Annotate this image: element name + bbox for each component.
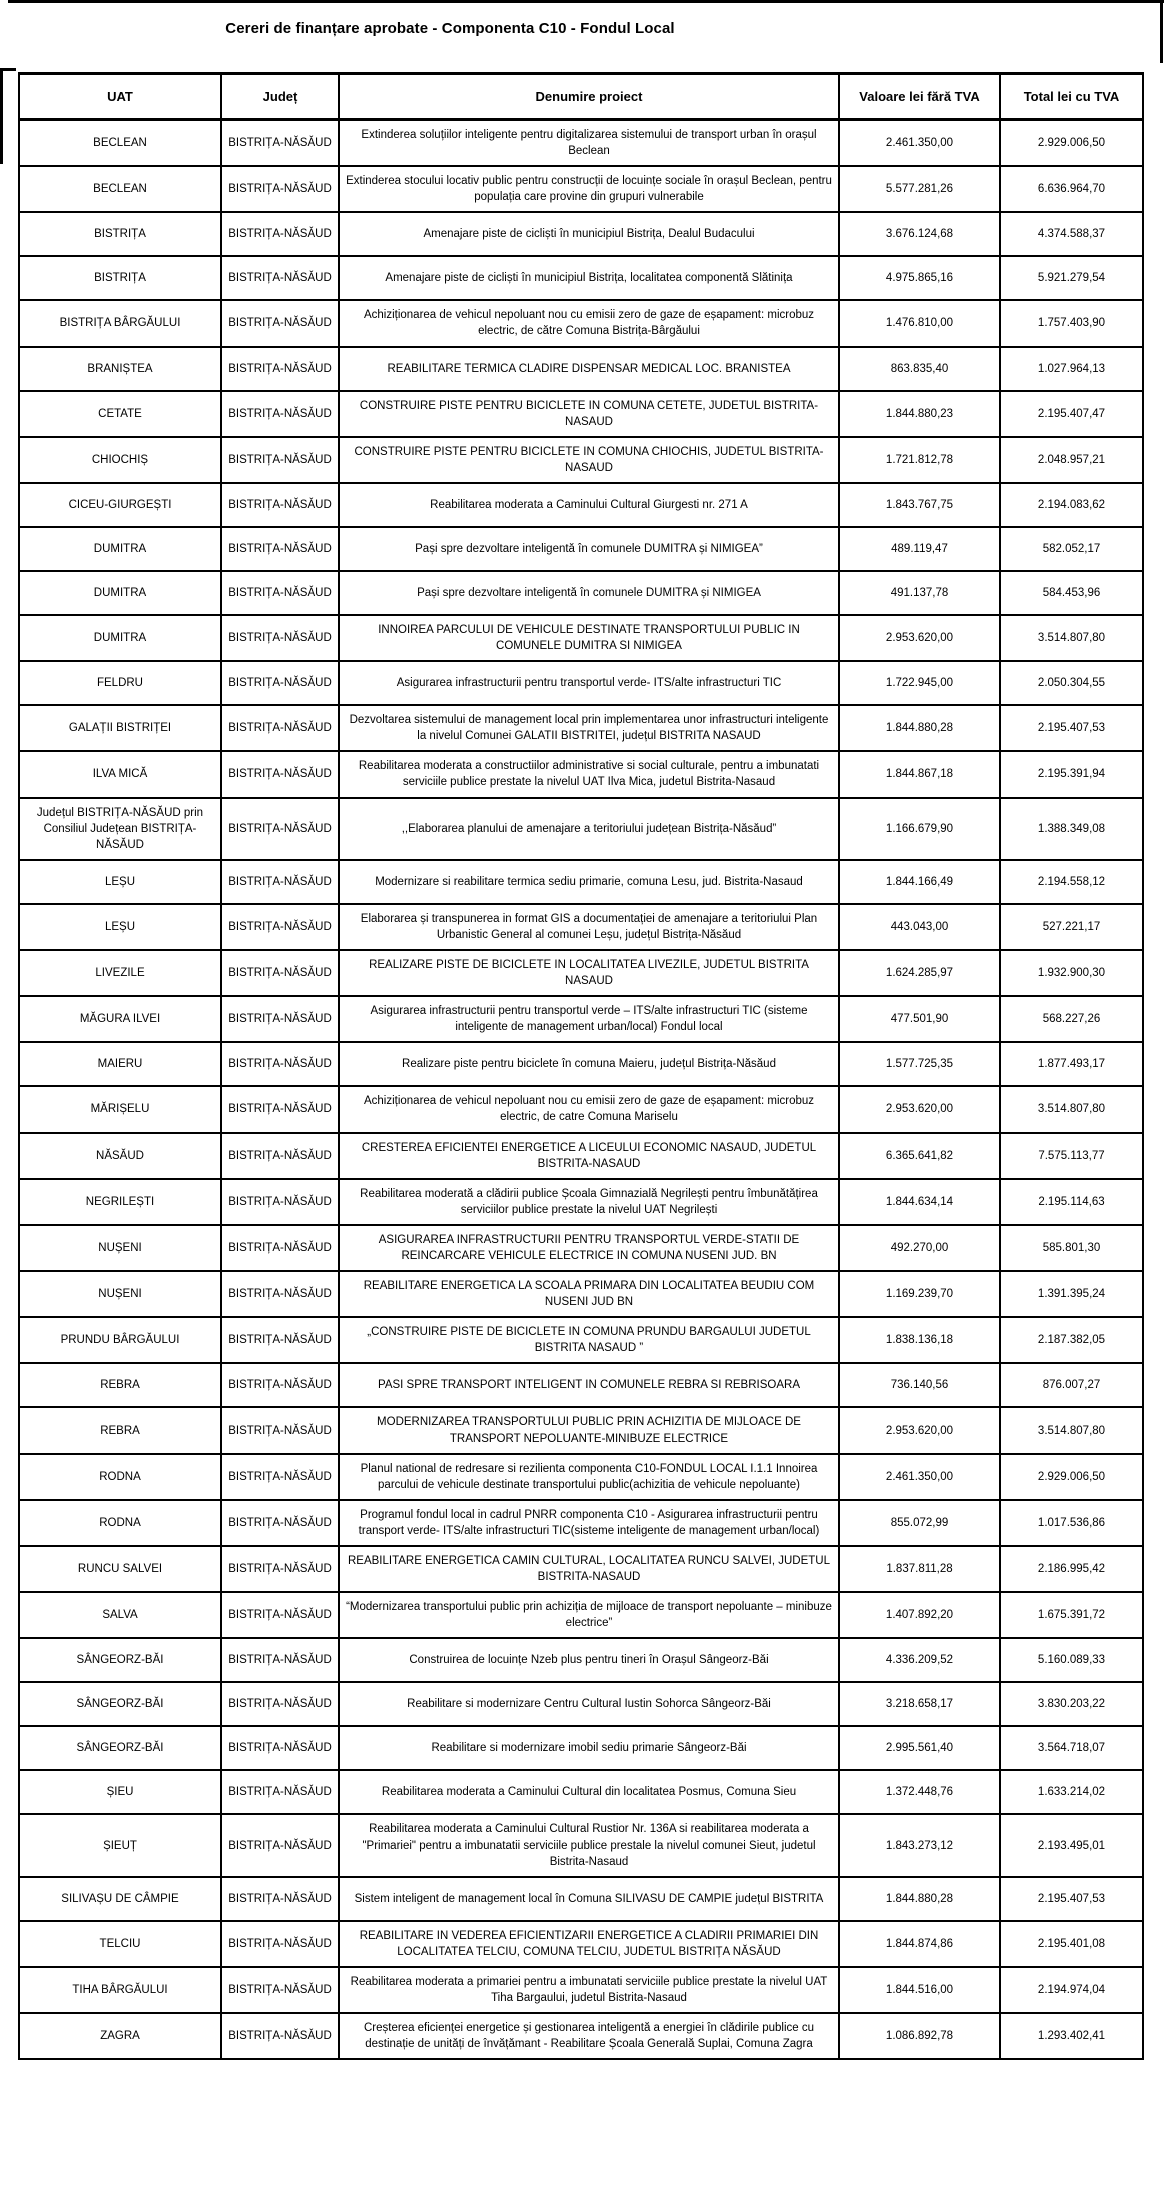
table-row: [19, 527, 1143, 571]
value-cell: 736.140,56: [839, 1363, 1000, 1407]
judet-cell: BISTRIȚA-NĂSĂUD: [221, 1407, 339, 1453]
judet-cell: BISTRIȚA-NĂSĂUD: [221, 1225, 339, 1271]
uat-cell: NEGRILEȘTI: [19, 1179, 221, 1225]
project-cell: ,,Elaborarea planului de amenajare a teritoriului județean Bistrița-Năsăud”: [339, 798, 839, 860]
project-cell: Dezvoltarea sistemului de management local prin implementarea unor infrastructuri inteligente la nivelul Comunei GALATII BISTRITEI, județul BISTRITA NASAUD: [339, 705, 839, 751]
uat-cell: CICEU-GIURGEȘTI: [19, 483, 221, 527]
project-cell: Achiziționarea de vehicul nepoluant nou cu emisii zero de gaze de eșapament: microbuz electric, de către Comuna Bistrița-Bârgăului: [339, 300, 839, 346]
total-cell: 876.007,27: [1000, 1363, 1143, 1407]
table-row: [19, 904, 1143, 950]
table-row: [19, 1086, 1143, 1132]
table-header: [19, 74, 1143, 120]
table-row: [19, 1921, 1143, 1967]
table-row: [19, 950, 1143, 996]
table-row: [19, 391, 1143, 437]
total-cell: 2.195.401,08: [1000, 1921, 1143, 1967]
judet-cell: BISTRIȚA-NĂSĂUD: [221, 166, 339, 212]
judet-cell: BISTRIȚA-NĂSĂUD: [221, 1592, 339, 1638]
table-row: [19, 256, 1143, 300]
value-cell: 477.501,90: [839, 996, 1000, 1042]
project-cell: Reabilitarea moderata a primariei pentru a imbunatati serviciile publice prestate la nivelul UAT Tiha Bargaului, judetul Bistrita-Nasaud: [339, 1967, 839, 2013]
uat-cell: ILVA MICĂ: [19, 751, 221, 797]
total-cell: 584.453,96: [1000, 571, 1143, 615]
total-cell: 2.193.495,01: [1000, 1814, 1143, 1876]
project-cell: Reabilitare si modernizare imobil sediu primarie Sângeorz-Băi: [339, 1726, 839, 1770]
total-cell: 2.929.006,50: [1000, 1454, 1143, 1500]
uat-cell: BRANIȘTEA: [19, 347, 221, 391]
project-cell: INNOIREA PARCULUI DE VEHICULE DESTINATE TRANSPORTULUI PUBLIC IN COMUNELE DUMITRA SI NIMIGEA: [339, 615, 839, 661]
uat-cell: BISTRIȚA: [19, 212, 221, 256]
total-cell: 3.514.807,80: [1000, 615, 1143, 661]
uat-cell: NUȘENI: [19, 1225, 221, 1271]
value-cell: 3.676.124,68: [839, 212, 1000, 256]
judet-cell: BISTRIȚA-NĂSĂUD: [221, 1638, 339, 1682]
total-cell: 2.195.391,94: [1000, 751, 1143, 797]
value-cell: 863.835,40: [839, 347, 1000, 391]
judet-cell: BISTRIȚA-NĂSĂUD: [221, 300, 339, 346]
value-cell: 492.270,00: [839, 1225, 1000, 1271]
uat-cell: BISTRIȚA BÂRGĂULUI: [19, 300, 221, 346]
table-row: [19, 300, 1143, 346]
page-frame-left-tick: [0, 68, 16, 71]
value-cell: 3.218.658,17: [839, 1682, 1000, 1726]
column-header-judet: Județ: [221, 74, 339, 120]
total-cell: 2.195.114,63: [1000, 1179, 1143, 1225]
project-cell: “Modernizarea transportului public prin achiziția de mijloace de transport nepoluante – minibuze electrice”: [339, 1592, 839, 1638]
total-cell: 582.052,17: [1000, 527, 1143, 571]
title-container: [0, 20, 900, 38]
uat-cell: ȘIEU: [19, 1770, 221, 1814]
project-cell: Programul fondul local in cadrul PNRR componenta C10 - Asigurarea infrastructurii pentru transport verde- ITS/alte infrastructuri TIC(sisteme inteligente de management urban/local): [339, 1500, 839, 1546]
total-cell: 2.194.558,12: [1000, 860, 1143, 904]
judet-cell: BISTRIȚA-NĂSĂUD: [221, 1546, 339, 1592]
total-cell: 2.194.974,04: [1000, 1967, 1143, 2013]
judet-cell: BISTRIȚA-NĂSĂUD: [221, 904, 339, 950]
table-row: [19, 1225, 1143, 1271]
table-row: [19, 166, 1143, 212]
page-title: Cereri de finanțare aprobate - Componenta C10 - Fondul Local: [225, 20, 675, 37]
uat-cell: MĂRIȘELU: [19, 1086, 221, 1132]
total-cell: 6.636.964,70: [1000, 166, 1143, 212]
table-row: [19, 347, 1143, 391]
value-cell: 1.577.725,35: [839, 1042, 1000, 1086]
judet-cell: BISTRIȚA-NĂSĂUD: [221, 705, 339, 751]
judet-cell: BISTRIȚA-NĂSĂUD: [221, 1682, 339, 1726]
table-body: [19, 120, 1143, 2060]
value-cell: 2.953.620,00: [839, 1086, 1000, 1132]
total-cell: 1.017.536,86: [1000, 1500, 1143, 1546]
page-frame-left-border: [0, 68, 3, 164]
project-cell: REABILITARE ENERGETICA CAMIN CULTURAL, LOCALITATEA RUNCU SALVEI, JUDETUL BISTRITA-NASAUD: [339, 1546, 839, 1592]
table-row: [19, 1133, 1143, 1179]
total-cell: 2.194.083,62: [1000, 483, 1143, 527]
uat-cell: BECLEAN: [19, 120, 221, 167]
column-header-total: Total lei cu TVA: [1000, 74, 1143, 120]
project-cell: Sistem inteligent de management local în Comuna SILIVASU DE CAMPIE județul BISTRITA: [339, 1877, 839, 1921]
table-row: [19, 1814, 1143, 1876]
total-cell: 3.564.718,07: [1000, 1726, 1143, 1770]
project-cell: Reabilitarea moderată a clădirii publice Școala Gimnazială Negrilești pentru îmbunătățirea serviciilor publice prestate la nivelul UAT Negrilești: [339, 1179, 839, 1225]
project-cell: Achiziționarea de vehicul nepoluant nou cu emisii zero de gaze de eșapament: microbuz electric, de catre Comuna Mariselu: [339, 1086, 839, 1132]
project-cell: Asigurarea infrastructurii pentru transportul verde – ITS/alte infrastructuri TIC (sisteme inteligente de management urban/local) Fondul local: [339, 996, 839, 1042]
judet-cell: BISTRIȚA-NĂSĂUD: [221, 1363, 339, 1407]
total-cell: 1.027.964,13: [1000, 347, 1143, 391]
project-cell: Extinderea soluțiilor inteligente pentru digitalizarea sistemului de transport urban în orașul Beclean: [339, 120, 839, 167]
uat-cell: SÂNGEORZ-BĂI: [19, 1726, 221, 1770]
table-row: [19, 1726, 1143, 1770]
table-row: [19, 437, 1143, 483]
value-cell: 4.975.865,16: [839, 256, 1000, 300]
table-row: [19, 751, 1143, 797]
project-cell: Planul national de redresare si rezilienta componenta C10-FONDUL LOCAL I.1.1 Innoirea parcului de vehicule destinate transportului public(achizitia de vehicule nepoluante): [339, 1454, 839, 1500]
uat-cell: ZAGRA: [19, 2013, 221, 2059]
value-cell: 1.844.166,49: [839, 860, 1000, 904]
total-cell: 1.757.403,90: [1000, 300, 1143, 346]
uat-cell: RODNA: [19, 1454, 221, 1500]
total-cell: 4.374.588,37: [1000, 212, 1143, 256]
total-cell: 2.195.407,53: [1000, 705, 1143, 751]
uat-cell: BISTRIȚA: [19, 256, 221, 300]
value-cell: 1.844.874,86: [839, 1921, 1000, 1967]
judet-cell: BISTRIȚA-NĂSĂUD: [221, 1770, 339, 1814]
judet-cell: BISTRIȚA-NĂSĂUD: [221, 391, 339, 437]
table-row: [19, 212, 1143, 256]
total-cell: 2.195.407,53: [1000, 1877, 1143, 1921]
total-cell: 585.801,30: [1000, 1225, 1143, 1271]
judet-cell: BISTRIȚA-NĂSĂUD: [221, 1500, 339, 1546]
table-row: [19, 661, 1143, 705]
uat-cell: CHIOCHIȘ: [19, 437, 221, 483]
uat-cell: DUMITRA: [19, 615, 221, 661]
judet-cell: BISTRIȚA-NĂSĂUD: [221, 798, 339, 860]
value-cell: 2.461.350,00: [839, 120, 1000, 167]
table-row: [19, 1967, 1143, 2013]
value-cell: 4.336.209,52: [839, 1638, 1000, 1682]
table-row: [19, 120, 1143, 167]
judet-cell: BISTRIȚA-NĂSĂUD: [221, 1042, 339, 1086]
table-row: [19, 1682, 1143, 1726]
judet-cell: BISTRIȚA-NĂSĂUD: [221, 347, 339, 391]
judet-cell: BISTRIȚA-NĂSĂUD: [221, 1921, 339, 1967]
project-cell: Realizare piste pentru biciclete în comuna Maieru, județul Bistrița-Năsăud: [339, 1042, 839, 1086]
judet-cell: BISTRIȚA-NĂSĂUD: [221, 437, 339, 483]
project-cell: Amenajare piste de cicliști în municipiul Bistrița, localitatea componentă Slătinița: [339, 256, 839, 300]
value-cell: 443.043,00: [839, 904, 1000, 950]
total-cell: 1.877.493,17: [1000, 1042, 1143, 1086]
project-cell: Modernizare si reabilitare termica sediu primarie, comuna Lesu, jud. Bistrita-Nasaud: [339, 860, 839, 904]
project-cell: Construirea de locuințe Nzeb plus pentru tineri în Orașul Sângeorz-Băi: [339, 1638, 839, 1682]
table-row: [19, 1877, 1143, 1921]
uat-cell: NUȘENI: [19, 1271, 221, 1317]
project-cell: Reabilitarea moderata a constructiilor administrative si social culturale, pentru a imbunatati serviciile publice prestate la nivelul UAT Ilva Mica, judetul Bistrita-Nasaud: [339, 751, 839, 797]
total-cell: 2.187.382,05: [1000, 1317, 1143, 1363]
table-row: [19, 705, 1143, 751]
uat-cell: MĂGURA ILVEI: [19, 996, 221, 1042]
project-cell: REABILITARE IN VEDEREA EFICIENTIZARII ENERGETICE A CLADIRII PRIMARIEI DIN LOCALITATEA TELCIU, COMUNA TELCIU, JUDETUL BISTRIȚA NĂSĂUD: [339, 1921, 839, 1967]
uat-cell: REBRA: [19, 1407, 221, 1453]
judet-cell: BISTRIȚA-NĂSĂUD: [221, 212, 339, 256]
project-cell: Asigurarea infrastructurii pentru transportul verde- ITS/alte infrastructuri TIC: [339, 661, 839, 705]
value-cell: 855.072,99: [839, 1500, 1000, 1546]
judet-cell: BISTRIȚA-NĂSĂUD: [221, 571, 339, 615]
table-row: [19, 615, 1143, 661]
table-row: [19, 1770, 1143, 1814]
judet-cell: BISTRIȚA-NĂSĂUD: [221, 1317, 339, 1363]
uat-cell: MAIERU: [19, 1042, 221, 1086]
value-cell: 1.843.273,12: [839, 1814, 1000, 1876]
project-cell: REABILITARE ENERGETICA LA SCOALA PRIMARA DIN LOCALITATEA BEUDIU COM NUSENI JUD BN: [339, 1271, 839, 1317]
judet-cell: BISTRIȚA-NĂSĂUD: [221, 751, 339, 797]
judet-cell: BISTRIȚA-NĂSĂUD: [221, 1086, 339, 1132]
judet-cell: BISTRIȚA-NĂSĂUD: [221, 1179, 339, 1225]
project-cell: Reabilitarea moderata a Caminului Cultural Rustior Nr. 136A si reabilitarea moderata a "Primariei" pentru a imbunatatii serviciile publice prestale la nivelul comunei Sieut, judetul Bistrita-Nasaud: [339, 1814, 839, 1876]
value-cell: 1.844.634,14: [839, 1179, 1000, 1225]
value-cell: 6.365.641,82: [839, 1133, 1000, 1179]
table-row: [19, 1042, 1143, 1086]
project-cell: CONSTRUIRE PISTE PENTRU BICICLETE IN COMUNA CHIOCHIS, JUDETUL BISTRITA- NASAUD: [339, 437, 839, 483]
total-cell: 1.932.900,30: [1000, 950, 1143, 996]
table-row: [19, 1317, 1143, 1363]
judet-cell: BISTRIȚA-NĂSĂUD: [221, 661, 339, 705]
uat-cell: SÂNGEORZ-BĂI: [19, 1638, 221, 1682]
value-cell: 1.844.880,28: [839, 1877, 1000, 1921]
uat-cell: LEȘU: [19, 904, 221, 950]
page-frame-right-border: [1160, 0, 1163, 63]
column-header-valoare: Valoare lei fără TVA: [839, 74, 1000, 120]
value-cell: 1.476.810,00: [839, 300, 1000, 346]
table-row: [19, 1363, 1143, 1407]
total-cell: 5.160.089,33: [1000, 1638, 1143, 1682]
uat-cell: TIHA BÂRGĂULUI: [19, 1967, 221, 2013]
uat-cell: DUMITRA: [19, 527, 221, 571]
value-cell: 1.721.812,78: [839, 437, 1000, 483]
uat-cell: SALVA: [19, 1592, 221, 1638]
total-cell: 3.514.807,80: [1000, 1086, 1143, 1132]
uat-cell: SÂNGEORZ-BĂI: [19, 1682, 221, 1726]
uat-cell: NĂSĂUD: [19, 1133, 221, 1179]
project-cell: CRESTEREA EFICIENTEI ENERGETICE A LICEULUI ECONOMIC NASAUD, JUDETUL BISTRITA-NASAUD: [339, 1133, 839, 1179]
value-cell: 1.838.136,18: [839, 1317, 1000, 1363]
project-cell: Creșterea eficienței energetice și gestionarea inteligentă a energiei în clădirile publice cu destinație de unități de învățămant - Reabilitare Școala Generală Suplai, Comuna Zagra: [339, 2013, 839, 2059]
table-row: [19, 1271, 1143, 1317]
table-row: [19, 2013, 1143, 2059]
value-cell: 491.137,78: [839, 571, 1000, 615]
project-cell: ASIGURAREA INFRASTRUCTURII PENTRU TRANSPORTUL VERDE-STATII DE REINCARCARE VEHICULE ELECTRICE IN COMUNA NUSENI JUD. BN: [339, 1225, 839, 1271]
value-cell: 2.953.620,00: [839, 1407, 1000, 1453]
project-cell: „CONSTRUIRE PISTE DE BICICLETE IN COMUNA PRUNDU BARGAULUI JUDETUL BISTRITA NASAUD ”: [339, 1317, 839, 1363]
judet-cell: BISTRIȚA-NĂSĂUD: [221, 527, 339, 571]
project-cell: REALIZARE PISTE DE BICICLETE IN LOCALITATEA LIVEZILE, JUDETUL BISTRITA NASAUD: [339, 950, 839, 996]
value-cell: 1.722.945,00: [839, 661, 1000, 705]
uat-cell: CETATE: [19, 391, 221, 437]
uat-cell: PRUNDU BÂRGĂULUI: [19, 1317, 221, 1363]
total-cell: 3.514.807,80: [1000, 1407, 1143, 1453]
judet-cell: BISTRIȚA-NĂSĂUD: [221, 1726, 339, 1770]
project-cell: Pași spre dezvoltare inteligentă în comunele DUMITRA și NIMIGEA: [339, 571, 839, 615]
table-row: [19, 483, 1143, 527]
judet-cell: BISTRIȚA-NĂSĂUD: [221, 860, 339, 904]
project-cell: Elaborarea și transpunerea in format GIS a documentației de amenajare a teritoriului Plan Urbanistic General al comunei Leșu, județul Bistrița-Năsăud: [339, 904, 839, 950]
table-row: [19, 996, 1143, 1042]
total-cell: 1.675.391,72: [1000, 1592, 1143, 1638]
uat-cell: ȘIEUȚ: [19, 1814, 221, 1876]
uat-cell: DUMITRA: [19, 571, 221, 615]
total-cell: 1.293.402,41: [1000, 2013, 1143, 2059]
value-cell: 5.577.281,26: [839, 166, 1000, 212]
table-row: [19, 1407, 1143, 1453]
page-frame-top-border: [8, 0, 1164, 3]
total-cell: 7.575.113,77: [1000, 1133, 1143, 1179]
judet-cell: BISTRIȚA-NĂSĂUD: [221, 483, 339, 527]
value-cell: 2.995.561,40: [839, 1726, 1000, 1770]
value-cell: 1.372.448,76: [839, 1770, 1000, 1814]
total-cell: 527.221,17: [1000, 904, 1143, 950]
total-cell: 2.195.407,47: [1000, 391, 1143, 437]
value-cell: 489.119,47: [839, 527, 1000, 571]
uat-cell: LEȘU: [19, 860, 221, 904]
value-cell: 1.624.285,97: [839, 950, 1000, 996]
judet-cell: BISTRIȚA-NĂSĂUD: [221, 1877, 339, 1921]
project-cell: Amenajare piste de cicliști în municipiul Bistrița, Dealul Budacului: [339, 212, 839, 256]
project-cell: Reabilitarea moderata a Caminului Cultural din localitatea Posmus, Comuna Sieu: [339, 1770, 839, 1814]
uat-cell: SILIVAȘU DE CÂMPIE: [19, 1877, 221, 1921]
judet-cell: BISTRIȚA-NĂSĂUD: [221, 1133, 339, 1179]
value-cell: 1.166.679,90: [839, 798, 1000, 860]
total-cell: 2.929.006,50: [1000, 120, 1143, 167]
table-row: [19, 571, 1143, 615]
total-cell: 2.186.995,42: [1000, 1546, 1143, 1592]
value-cell: 1.844.880,23: [839, 391, 1000, 437]
table-row: [19, 1179, 1143, 1225]
uat-cell: RODNA: [19, 1500, 221, 1546]
table-row: [19, 798, 1143, 860]
total-cell: 568.227,26: [1000, 996, 1143, 1042]
judet-cell: BISTRIȚA-NĂSĂUD: [221, 1967, 339, 2013]
uat-cell: RUNCU SALVEI: [19, 1546, 221, 1592]
header-row: [19, 74, 1143, 120]
judet-cell: BISTRIȚA-NĂSĂUD: [221, 1271, 339, 1317]
uat-cell: LIVEZILE: [19, 950, 221, 996]
project-cell: CONSTRUIRE PISTE PENTRU BICICLETE IN COMUNA CETETE, JUDETUL BISTRITA-NASAUD: [339, 391, 839, 437]
table-row: [19, 1454, 1143, 1500]
project-cell: Reabilitare si modernizare Centru Cultural Iustin Sohorca Sângeorz-Băi: [339, 1682, 839, 1726]
value-cell: 1.844.880,28: [839, 705, 1000, 751]
uat-cell: FELDRU: [19, 661, 221, 705]
value-cell: 1.844.867,18: [839, 751, 1000, 797]
project-cell: Pași spre dezvoltare inteligentă în comunele DUMITRA și NIMIGEA”: [339, 527, 839, 571]
uat-cell: Județul BISTRIȚA-NĂSĂUD prin Consiliul Județean BISTRIȚA-NĂSĂUD: [19, 798, 221, 860]
table-row: [19, 1638, 1143, 1682]
value-cell: 1.844.516,00: [839, 1967, 1000, 2013]
judet-cell: BISTRIȚA-NĂSĂUD: [221, 615, 339, 661]
judet-cell: BISTRIȚA-NĂSĂUD: [221, 120, 339, 167]
uat-cell: GALAȚII BISTRIȚEI: [19, 705, 221, 751]
project-cell: PASI SPRE TRANSPORT INTELIGENT IN COMUNELE REBRA SI REBRISOARA: [339, 1363, 839, 1407]
value-cell: 1.169.239,70: [839, 1271, 1000, 1317]
table-row: [19, 1546, 1143, 1592]
total-cell: 3.830.203,22: [1000, 1682, 1143, 1726]
total-cell: 5.921.279,54: [1000, 256, 1143, 300]
judet-cell: BISTRIȚA-NĂSĂUD: [221, 2013, 339, 2059]
project-cell: REABILITARE TERMICA CLADIRE DISPENSAR MEDICAL LOC. BRANISTEA: [339, 347, 839, 391]
total-cell: 2.048.957,21: [1000, 437, 1143, 483]
judet-cell: BISTRIȚA-NĂSĂUD: [221, 1454, 339, 1500]
total-cell: 2.050.304,55: [1000, 661, 1143, 705]
table-row: [19, 1592, 1143, 1638]
total-cell: 1.391.395,24: [1000, 1271, 1143, 1317]
value-cell: 1.837.811,28: [839, 1546, 1000, 1592]
value-cell: 1.407.892,20: [839, 1592, 1000, 1638]
table-row: [19, 860, 1143, 904]
project-cell: MODERNIZAREA TRANSPORTULUI PUBLIC PRIN ACHIZITIA DE MIJLOACE DE TRANSPORT NEPOLUANTE-MINIBUZE ELECTRICE: [339, 1407, 839, 1453]
judet-cell: BISTRIȚA-NĂSĂUD: [221, 950, 339, 996]
total-cell: 1.633.214,02: [1000, 1770, 1143, 1814]
project-cell: Reabilitarea moderata a Caminului Cultural Giurgesti nr. 271 A: [339, 483, 839, 527]
value-cell: 2.953.620,00: [839, 615, 1000, 661]
table-row: [19, 1500, 1143, 1546]
uat-cell: REBRA: [19, 1363, 221, 1407]
judet-cell: BISTRIȚA-NĂSĂUD: [221, 256, 339, 300]
funding-requests-table: [18, 72, 1144, 2060]
uat-cell: BECLEAN: [19, 166, 221, 212]
column-header-uat: UAT: [19, 74, 221, 120]
judet-cell: BISTRIȚA-NĂSĂUD: [221, 996, 339, 1042]
judet-cell: BISTRIȚA-NĂSĂUD: [221, 1814, 339, 1876]
value-cell: 2.461.350,00: [839, 1454, 1000, 1500]
column-header-proiect: Denumire proiect: [339, 74, 839, 120]
value-cell: 1.086.892,78: [839, 2013, 1000, 2059]
uat-cell: TELCIU: [19, 1921, 221, 1967]
project-cell: Extinderea stocului locativ public pentru construcții de locuințe sociale în orașul Beclean, pentru populația care provine din grupuri vulnerabile: [339, 166, 839, 212]
total-cell: 1.388.349,08: [1000, 798, 1143, 860]
value-cell: 1.843.767,75: [839, 483, 1000, 527]
